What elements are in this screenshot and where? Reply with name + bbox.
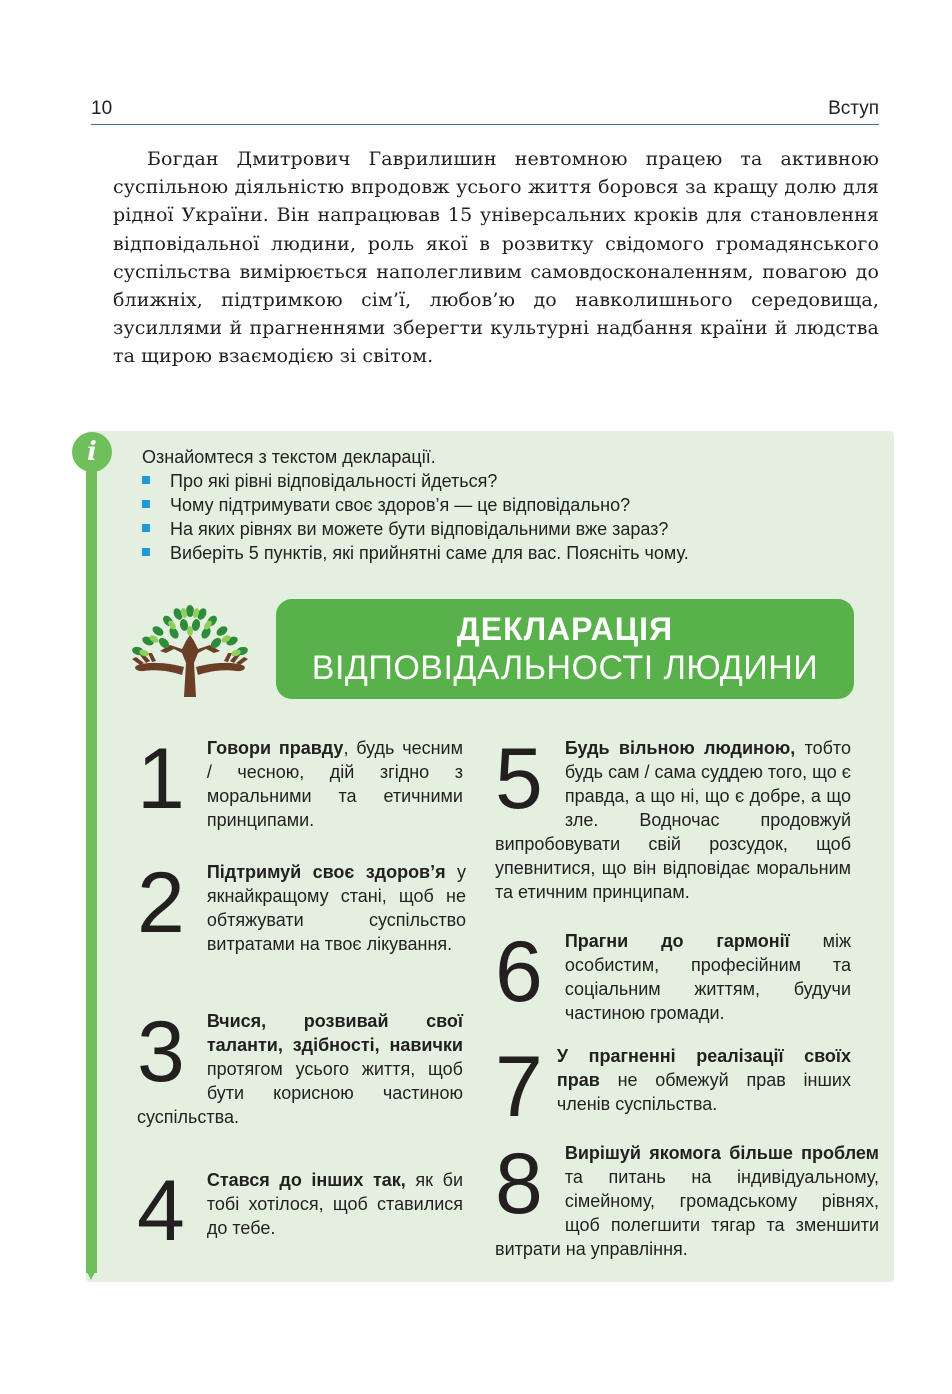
section-title: Вступ (828, 98, 879, 119)
tree-hands-icon (126, 605, 254, 697)
point-heading: Будь вільною людиною, (564, 738, 796, 758)
point-heading: Підтримуй своє здоров’я (206, 862, 446, 882)
point-heading: Стався до інших так, (206, 1170, 406, 1190)
point-body: та питань на індивідуальному, сімейному, громадському рівнях, щоб полегшити тягар та зменшити витрати на управління. (495, 1167, 879, 1259)
bullet-icon (142, 476, 150, 484)
bullet-icon (142, 524, 150, 532)
declaration-point (137, 731, 463, 832)
point-body: як би тобі хотілося, щоб ставилися до тебе. (206, 1170, 463, 1238)
point-number: 3 (137, 1004, 185, 1100)
list-item (142, 541, 689, 565)
point-number: 8 (495, 1136, 543, 1232)
page-number: 10 (91, 98, 113, 119)
running-head (91, 96, 879, 125)
point-body: у якнайкращому стані, щоб не обтяжувати суспільство витратами на твоє лікування. (206, 862, 466, 954)
point-heading: Вирішуй якомога більше проблем (564, 1143, 879, 1163)
point-heading: Вчися, розвивай свої таланти, здібності, навички (206, 1011, 463, 1055)
list-item (142, 469, 689, 493)
point-heading: Прагни до гармонії (564, 931, 790, 951)
point-number: 6 (495, 924, 543, 1020)
question-text: На яких рівнях ви можете бути відповідальними вже зараз? (170, 519, 669, 539)
banner-title: ДЕКЛАРАЦІЯ (456, 611, 674, 647)
question-list (142, 469, 689, 565)
arrow-down-icon (86, 1270, 96, 1280)
declaration-point (137, 1004, 463, 1129)
point-number: 4 (137, 1163, 185, 1259)
declaration-point (495, 731, 851, 904)
point-body: тобто будь сам / сама суддею того, що є правда, а що ні, що є добре, а що зле. Водночас продовжуй випробовувати свій розсудок, щоб упевнитися, що він відповідає моральним та етичним принципам. (495, 738, 851, 902)
declaration-point (495, 924, 852, 1025)
banner-subtitle: ВІДПОВІДАЛЬНОСТІ ЛЮДИНИ (311, 649, 819, 687)
point-number: 1 (137, 731, 185, 827)
point-body: протягом усього життя, щоб бути корисною частиною суспільства. (137, 1059, 463, 1127)
list-item (142, 517, 689, 541)
point-number: 7 (495, 1039, 543, 1135)
declaration-point (137, 855, 466, 956)
list-item (142, 493, 689, 517)
declaration-banner (276, 599, 854, 699)
point-heading: У прагненні реалізації своїх прав (556, 1046, 851, 1090)
point-body: , будь чесним / чесною, дій згідно з моральними та етичними принципами. (206, 738, 463, 830)
declaration-point (495, 1136, 879, 1261)
bullet-icon (142, 500, 150, 508)
point-body: між особистим, професійним та соціальним життям, будучи частиною громади. (564, 931, 852, 1023)
info-icon: i (72, 432, 112, 472)
info-stripe (86, 455, 97, 1273)
point-heading: Говори правду (206, 738, 344, 758)
point-body: не обмежуй прав інших членів суспільства. (556, 1070, 851, 1114)
question-text: Чому підтримувати своє здоров’я — це відповідально? (170, 495, 631, 515)
bullet-icon (142, 548, 150, 556)
declaration-point (137, 1163, 463, 1259)
question-text: Про які рівні відповідальності йдеться? (170, 471, 498, 491)
intro-paragraph: Богдан Дмитрович Гаврилишин невтомною працею та активною суспільною діяльністю впродовж усього життя боровся за кращу долю для рідної України. Він напрацював 15 універсальних кроків для становлення відповідальної людини, роль якої в розвитку свідомого громадянського суспільства вимірюється наполегливим самовдосконаленням, повагою до ближніх, підтримкою сім’ї, любов’ю до навколишнього середовища, зусиллями й прагненнями зберегти культурні надбання країни й людства та щирою взаємодією зі світом. (113, 148, 879, 368)
question-text: Виберіть 5 пунктів, які прийнятні саме для вас. Поясніть чому. (170, 543, 689, 563)
declaration-point (495, 1039, 851, 1135)
point-number: 5 (495, 731, 543, 827)
task-intro: Ознайомтеся з текстом декларації. (142, 447, 436, 467)
point-number: 2 (137, 855, 185, 951)
